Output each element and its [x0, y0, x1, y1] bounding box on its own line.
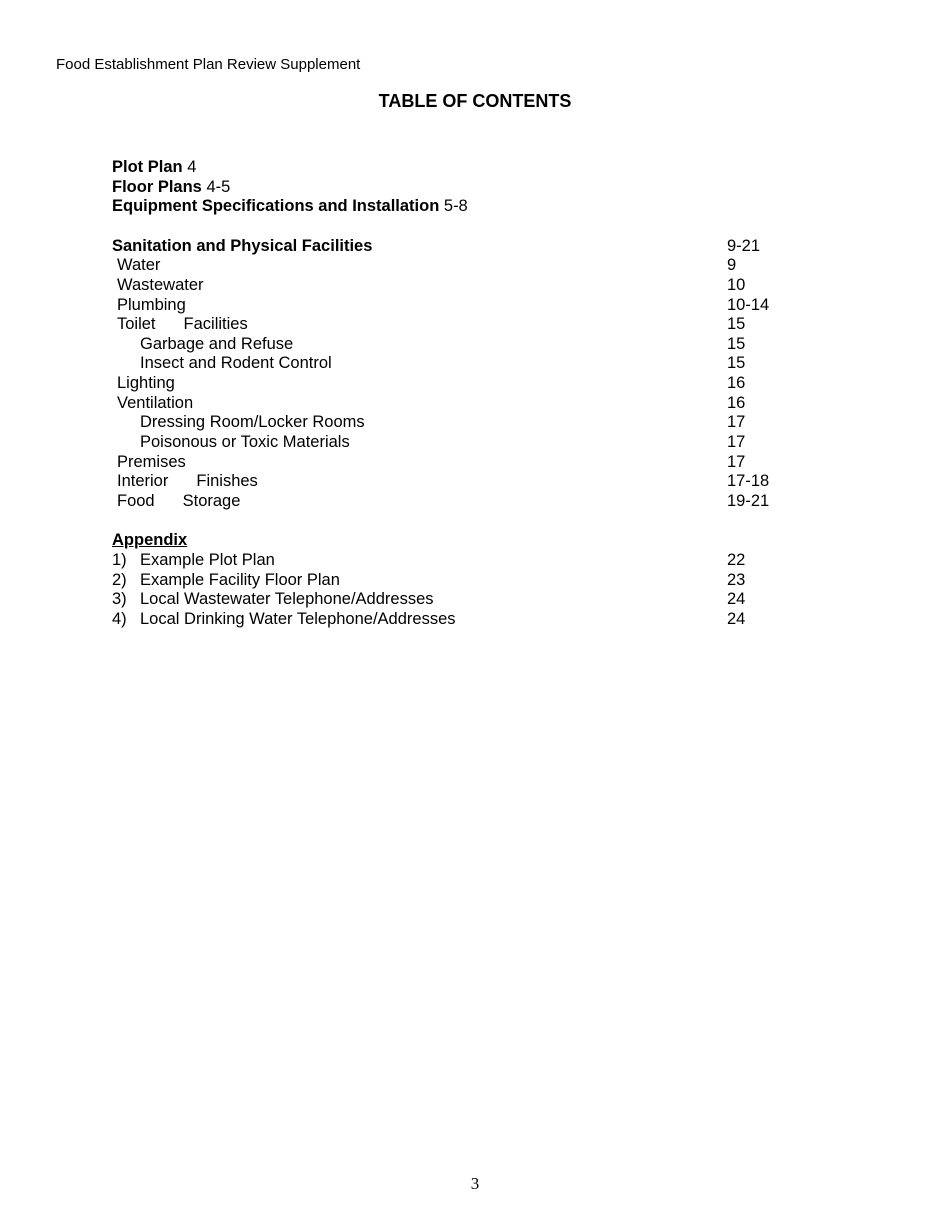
toc-item-food-storage — [117, 491, 240, 511]
toc-item-pages: 17 — [727, 453, 746, 471]
appendix-item-number: 4) — [112, 610, 127, 628]
appendix-item-pages: 22 — [727, 551, 746, 569]
toc-entry-floor-plans — [112, 177, 230, 197]
toc-item-pages: 19-21 — [727, 492, 770, 510]
toc-item-toilet-facilities — [117, 314, 248, 334]
toc-entry-label: Plot Plan — [112, 158, 183, 176]
appendix-item — [112, 570, 340, 590]
toc-item-garbage-refuse: Garbage and Refuse — [140, 335, 294, 353]
toc-entry-pages: 4 — [187, 158, 197, 176]
toc-item-wastewater: Wastewater — [117, 276, 204, 294]
appendix-item-pages: 23 — [727, 571, 746, 589]
toc-item-ventilation: Ventilation — [117, 394, 194, 412]
toc-entry-label: Floor Plans — [112, 178, 202, 196]
page-number: 3 — [470, 1174, 480, 1193]
toc-item-label-part: Toilet — [117, 315, 156, 333]
document-header: Food Establishment Plan Review Supplement — [56, 56, 361, 73]
toc-entry-pages: 4-5 — [206, 178, 231, 196]
appendix-item-label: Local Wastewater Telephone/Addresses — [140, 590, 434, 608]
toc-item-lighting: Lighting — [117, 374, 175, 392]
toc-entry-label: Equipment Specifications and Installation — [112, 197, 440, 215]
page-title: TABLE OF CONTENTS — [378, 91, 572, 111]
toc-item-pages: 10 — [727, 276, 746, 294]
toc-item-pages: 17 — [727, 433, 746, 451]
toc-item-plumbing: Plumbing — [117, 296, 186, 314]
toc-item-dressing-room: Dressing Room/Locker Rooms — [140, 413, 365, 431]
toc-item-pages: 15 — [727, 354, 746, 372]
toc-item-water: Water — [117, 256, 161, 274]
toc-item-pages: 15 — [727, 335, 746, 353]
toc-entry-pages: 5-8 — [443, 197, 468, 215]
appendix-item-pages: 24 — [727, 590, 746, 608]
appendix-heading: Appendix — [112, 531, 188, 549]
toc-item-label-part: Food — [117, 492, 155, 510]
toc-item-pages: 9 — [727, 256, 737, 274]
toc-item-poisonous-materials: Poisonous or Toxic Materials — [140, 433, 350, 451]
toc-item-label-part: Storage — [182, 492, 241, 510]
section-heading: Sanitation and Physical Facilities — [112, 237, 373, 255]
appendix-item-number: 3) — [112, 590, 127, 608]
toc-entry-equipment — [112, 196, 468, 216]
appendix-item-label: Example Plot Plan — [140, 551, 275, 569]
appendix-item-label: Local Drinking Water Telephone/Addresses — [140, 610, 456, 628]
toc-item-pages: 16 — [727, 374, 746, 392]
toc-item-pages: 17-18 — [727, 472, 770, 490]
toc-item-interior-finishes — [117, 471, 258, 491]
appendix-item — [112, 550, 275, 570]
section-pages: 9-21 — [727, 237, 761, 255]
appendix-item-number: 2) — [112, 571, 127, 589]
appendix-item — [112, 609, 456, 629]
toc-item-label-part: Facilities — [183, 315, 248, 333]
toc-item-premises: Premises — [117, 453, 186, 471]
toc-item-label-part: Interior — [117, 472, 169, 490]
appendix-item-pages: 24 — [727, 610, 746, 628]
appendix-item-label: Example Facility Floor Plan — [140, 571, 340, 589]
toc-item-pages: 16 — [727, 394, 746, 412]
toc-item-label-part: Finishes — [196, 472, 258, 490]
appendix-item-number: 1) — [112, 551, 127, 569]
toc-item-pages: 17 — [727, 413, 746, 431]
appendix-item — [112, 589, 434, 609]
toc-item-insect-rodent: Insect and Rodent Control — [140, 354, 332, 372]
toc-item-pages: 10-14 — [727, 296, 770, 314]
toc-entry-plot-plan — [112, 157, 196, 177]
toc-item-pages: 15 — [727, 315, 746, 333]
